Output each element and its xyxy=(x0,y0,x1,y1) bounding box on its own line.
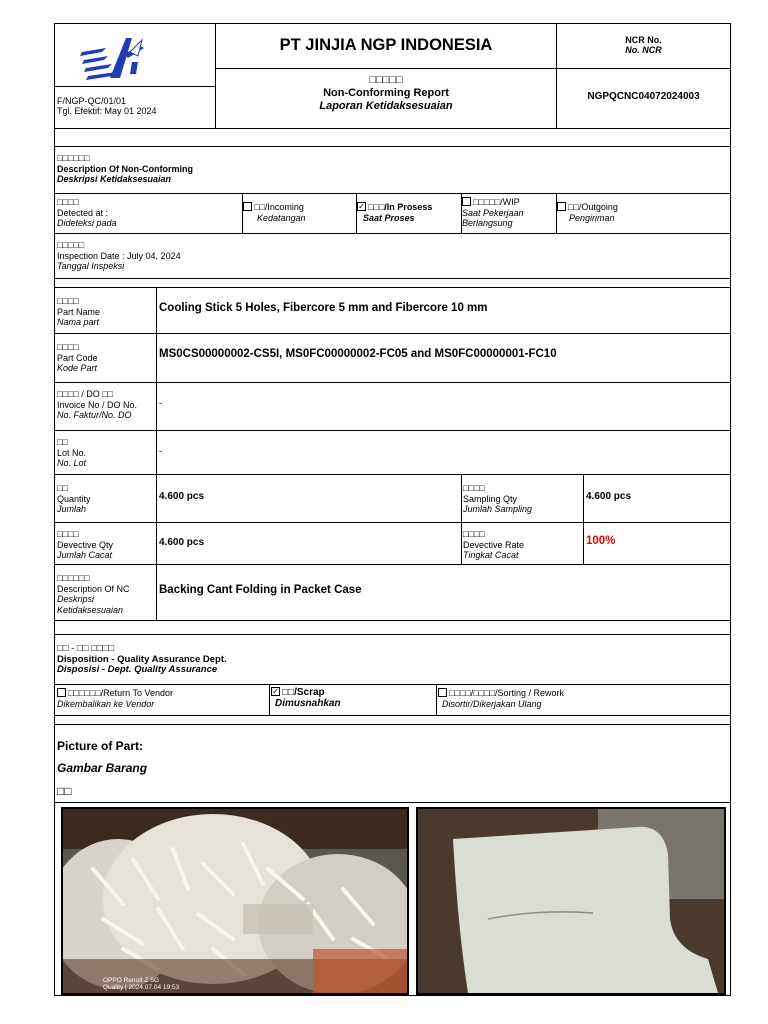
title-en: Non-Conforming Report xyxy=(323,87,449,99)
report-title xyxy=(215,74,557,113)
invoice-value: - xyxy=(159,398,162,408)
part-photo-closeup xyxy=(416,807,726,995)
detected-outgoing-option[interactable]: □□/Outgoing Pengiriman xyxy=(557,202,618,223)
effective-date: Tgl. Efektif: May 01 2024 xyxy=(57,106,157,116)
lot-value: - xyxy=(159,446,162,456)
quantity-value: 4.600 pcs xyxy=(159,491,205,502)
wip-checkbox[interactable] xyxy=(462,197,471,206)
inspection-date: □□□□□ Inspection Date : July 04, 2024 Tanggal Inspeksi xyxy=(57,240,181,271)
part-name-label: □□□□ Part Name Nama part xyxy=(57,296,101,327)
defective-rate-value: 100% xyxy=(586,535,616,547)
desc-section-title: □□□□□□ Description Of Non-Conforming Deskripsi Ketidaksesuaian xyxy=(57,153,193,184)
detected-wip-option[interactable]: □□□□□/WIP Saat Pekerjaan Berlangsung xyxy=(462,197,524,228)
part-code-label: □□□□ Part Code Kode Part xyxy=(57,342,98,373)
return-vendor-checkbox[interactable] xyxy=(57,688,66,697)
picture-title-id: Gambar Barang xyxy=(57,761,148,775)
scrap-checkbox[interactable]: ✓ xyxy=(272,687,279,696)
detected-incoming-option[interactable]: □□/Incoming Kedatangan xyxy=(243,202,306,223)
disposition-scrap-option[interactable]: ✓ □□/Scrap Dimusnahkan xyxy=(272,687,341,709)
inprocess-checkbox[interactable]: ✓ xyxy=(358,202,365,212)
part-photo-bags xyxy=(61,807,409,995)
defective-qty-value: 4.600 pcs xyxy=(159,537,205,548)
detected-inprocess-option[interactable]: ✓ □□□/In Prosess Saat Proses xyxy=(358,202,433,223)
company-logo xyxy=(80,34,146,80)
sampling-label: □□□□ Sampling Qty Jumlah Sampling xyxy=(463,483,533,514)
defective-qty-label: □□□□ Devective Qty Jumlah Cacat xyxy=(57,529,114,560)
photo-watermark: OPPO Reno8 Z 5G Quality | 2024.07.04 19:53 xyxy=(103,977,180,991)
ncr-label-id: No. NCR xyxy=(625,45,662,55)
part-code-value: MS0CS00000002-CS5I, MS0FC00000002-FC05 and MS0FC00000001-FC10 xyxy=(159,348,557,360)
quantity-label: □□ Quantity Jumlah xyxy=(57,483,91,514)
disposition-sorting-option[interactable]: □□□□/□□□□/Sorting / Rework Disortir/Dikerjakan Ulang xyxy=(438,688,564,709)
picture-title: Picture of Part: xyxy=(57,739,144,753)
title-cn: □□□□□ xyxy=(369,74,403,86)
ncr-label-en: NCR No. xyxy=(625,35,662,45)
nc-desc-value: Backing Cant Folding in Packet Case xyxy=(159,584,362,596)
incoming-checkbox[interactable] xyxy=(243,202,252,211)
disposition-return-option[interactable]: □□□□□□/Return To Vendor Dikembalikan ke Vendor xyxy=(57,688,173,709)
defective-rate-label: □□□□ Devective Rate Tingkat Cacat xyxy=(463,529,525,560)
picture-title-cn: □□ xyxy=(57,784,72,798)
outgoing-checkbox[interactable] xyxy=(557,202,566,211)
sorting-rework-checkbox[interactable] xyxy=(438,688,447,697)
ncr-form xyxy=(54,23,731,996)
sampling-value: 4.600 pcs xyxy=(586,491,632,502)
disposition-title: □□ - □□ □□□□ Disposition - Quality Assurance Dept. Disposisi - Dept. Quality Assurance xyxy=(57,643,227,675)
title-id: Laporan Ketidaksesuaian xyxy=(319,100,453,112)
invoice-label: □□□□ / DO □□ Invoice No / DO No. No. Faktur/No. DO xyxy=(57,389,138,420)
ncr-number: NGPQCNC04072024003 xyxy=(587,91,700,102)
company-name: PT JINJIA NGP INDONESIA xyxy=(279,36,493,54)
lot-label: □□ Lot No. No. Lot xyxy=(57,437,87,468)
part-name-value: Cooling Stick 5 Holes, Fibercore 5 mm and Fibercore 10 mm xyxy=(159,302,488,314)
nc-desc-label: □□□□□□ Description Of NC Deskripsi Ketidaksesuaian xyxy=(57,573,130,615)
detected-label: □□□□ Detected at : Dideteksi pada xyxy=(57,197,117,228)
doc-code: F/NGP-QC/01/01 xyxy=(57,96,127,106)
